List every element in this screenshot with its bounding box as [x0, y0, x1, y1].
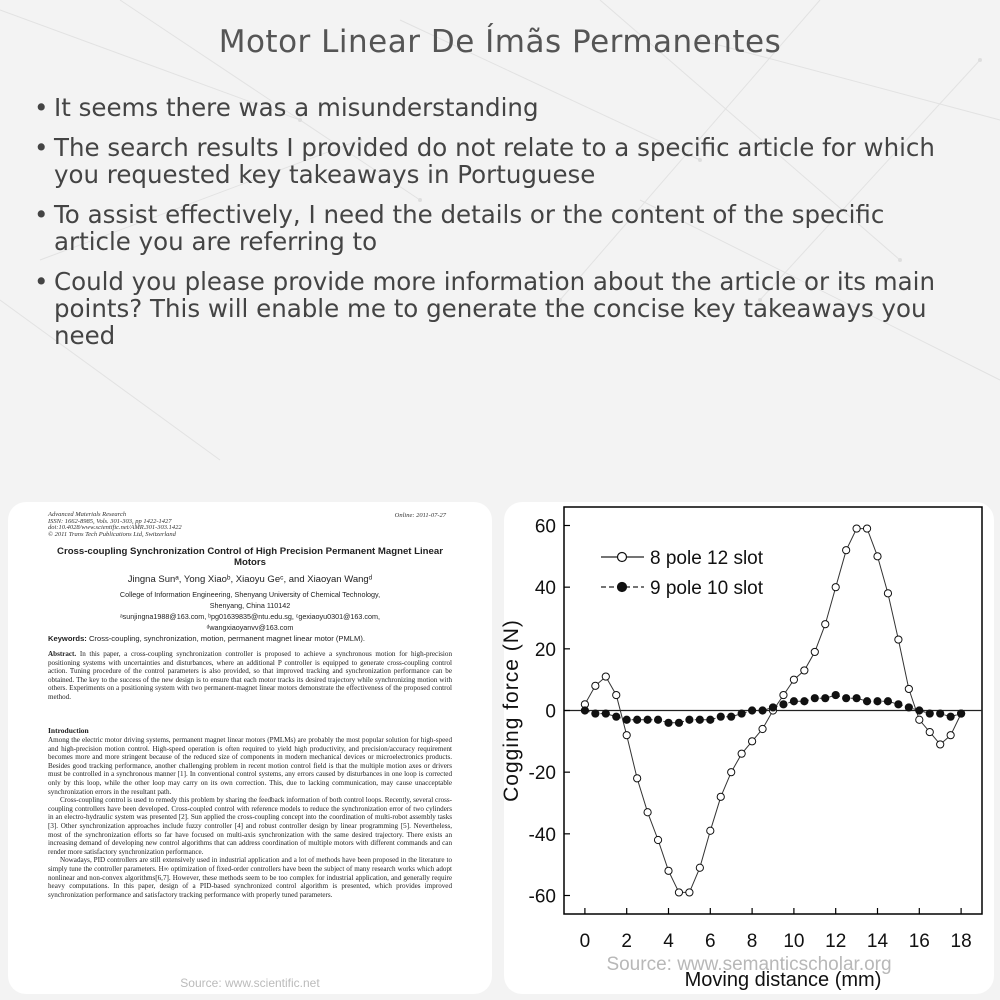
intro-heading: Introduction	[48, 726, 89, 735]
x-tick-label: 16	[908, 931, 930, 952]
data-point-8pole	[623, 732, 630, 739]
intro-paragraph: Cross-coupling control is used to remedy this problem by sharing the feedback information of both control loops. Recently, several cross-coupling controllers have been developed. Cross-coupled control with reference models to reduce the synchronization error of two cylinders in an electro-hydraulic system was presented [2]. Sun applied the cross-coupling concept into the coordination of multi-robot assembly tasks [3]. Other synchronization approaches include fuzzy controller [4] and robust controller design by linear programming [5]. Nevertheless, most of the synchronization efforts so far have focused on multi-axis synchronization with the same desired trajectory. There exists an increasing demand of developing new control algorithms that can address coordination of multiple motors with different commands and can render more satisfactory synchronization performance.	[48, 796, 452, 856]
data-point-8pole	[738, 750, 745, 757]
bullet-dot: •	[34, 200, 49, 229]
data-point-8pole	[884, 590, 891, 597]
x-tick-label: 2	[621, 931, 632, 952]
bullet-item	[32, 134, 962, 188]
x-tick-label: 4	[663, 931, 674, 952]
data-point-8pole	[602, 673, 609, 680]
data-point-9pole	[696, 716, 703, 723]
y-tick-label: -40	[528, 824, 556, 846]
paper-abstract	[48, 650, 452, 702]
y-tick-label: -60	[528, 886, 556, 908]
y-tick-label: 60	[534, 516, 556, 538]
data-point-9pole	[602, 710, 609, 717]
data-point-8pole	[801, 667, 808, 674]
journal-info	[48, 512, 182, 538]
data-point-8pole	[853, 525, 860, 532]
x-tick-label: 10	[783, 931, 805, 952]
data-point-9pole	[738, 710, 745, 717]
data-point-8pole	[822, 621, 829, 628]
bullet-text: To assist effectively, I need the details or the content of the specific article you are referring to	[54, 200, 885, 256]
data-point-9pole	[874, 698, 881, 705]
bullet-list	[32, 94, 962, 362]
bullet-item	[32, 94, 962, 121]
bullet-item	[32, 268, 962, 349]
data-point-9pole	[863, 698, 870, 705]
data-point-8pole	[717, 793, 724, 800]
x-tick-label: 18	[950, 931, 972, 952]
abstract-text: In this paper, a cross-coupling synchronization controller is proposed to achieve a synchronous motion for high-precision positioning systems with uncertainties and disturbances, where an additional P controller is equipped to generate cross-coupling control action. Tuning procedure of the control parameters is also provided, so that improved tracking and synchronization performance can be obtained. The key to the success of the new design is to ensure that each motor tracks its desired trajectory while synchronizing motion with others. Experiments on a positioning system with two permanent-magnet linear motors demonstrate the effectiveness of the proposed control method.	[48, 650, 452, 701]
data-point-8pole	[665, 867, 672, 874]
affiliation-line: ᵃsunjingna1988@163.com, ᵇpg01639835@ntu.edu.sg, ᶜgexiaoyu0301@163.com,	[119, 612, 380, 621]
data-point-8pole	[790, 676, 797, 683]
data-point-9pole	[937, 710, 944, 717]
y-tick-label: 20	[534, 639, 556, 661]
x-tick-label: 14	[866, 931, 889, 952]
affiliation-line: ᵈwangxiaoyanvv@163.com	[206, 623, 294, 632]
data-point-9pole	[905, 704, 912, 711]
legend-label: 8 pole 12 slot	[650, 548, 764, 569]
data-point-9pole	[623, 716, 630, 723]
data-point-9pole	[634, 716, 641, 723]
paper-image-card	[8, 502, 492, 994]
journal-line: ISSN: 1662-8985, Vols. 301-303, pp 1422-1427	[48, 517, 172, 525]
bullet-dot: •	[34, 133, 49, 162]
data-point-8pole	[843, 547, 850, 554]
y-axis-label: Cogging force (N)	[500, 619, 523, 802]
paper-source-caption: Source: www.scientific.net	[180, 976, 320, 990]
cogging-force-chart-card	[500, 502, 994, 994]
data-point-8pole	[707, 827, 714, 834]
data-point-8pole	[634, 775, 641, 782]
data-point-9pole	[749, 707, 756, 714]
data-point-8pole	[759, 725, 766, 732]
data-point-9pole	[822, 695, 829, 702]
data-point-8pole	[895, 636, 902, 643]
data-point-9pole	[947, 713, 954, 720]
bullet-text: The search results I provided do not relate to a specific article for which you requested key takeaways in Portuguese	[54, 133, 935, 189]
data-point-8pole	[780, 691, 787, 698]
data-point-9pole	[728, 713, 735, 720]
x-axis-label: Moving distance (mm)	[684, 969, 882, 991]
keywords-label: Keywords:	[48, 634, 87, 643]
data-point-8pole	[613, 691, 620, 698]
data-point-8pole	[874, 553, 881, 560]
keywords-text: Cross-coupling, synchronization, motion, permanent magnet linear motor (PMLM).	[88, 634, 365, 643]
x-tick-label: 8	[746, 931, 758, 952]
data-point-9pole	[811, 695, 818, 702]
intro-paragraph: Among the electric motor driving systems, permanent magnet linear motors (PMLMs) are probably the most popular solution for high-speed and high-precision motion control. High-speed operation is often required to yield high productivity, and precision/accuracy requirement becomes more and more stringent because of the reduced size of components in modern mechanical devices or microelectronics products. Besides good tracking performance, another challenging problem in recent motion control field is that the multiple motion axes or drivers must be controlled in a synchronous manner [1]. In conventional control systems, any errors caused by disturbances in one loop is corrected only by this loop, while the other loop may carry on its own correction. This, due to lacking communication, may cause unacceptable synchronization errors in the resultant path.	[48, 736, 452, 796]
data-point-8pole	[926, 728, 933, 735]
bullet-text: Could you please provide more information about the article or its main points? This will enable me to generate the concise key takeaways you need	[54, 267, 936, 350]
data-point-9pole	[644, 716, 651, 723]
bullet-text: It seems there was a misunderstanding	[54, 93, 539, 122]
data-point-8pole	[728, 769, 735, 776]
data-point-8pole	[832, 584, 839, 591]
data-point-8pole	[696, 864, 703, 871]
data-point-9pole	[780, 701, 787, 708]
data-point-8pole	[937, 741, 944, 748]
data-point-8pole	[749, 738, 756, 745]
data-point-9pole	[926, 710, 933, 717]
x-tick-label: 6	[705, 931, 716, 952]
x-tick-label: 12	[825, 931, 847, 952]
bullet-item	[32, 201, 962, 255]
data-point-9pole	[759, 707, 766, 714]
paper-authors: Jingna Sunᵃ, Yong Xiaoᵇ, Xiaoyu Geᶜ, and Xiaoyan Wangᵈ	[127, 574, 373, 585]
slide-title: Motor Linear De Ímãs Permanentes	[218, 24, 782, 60]
data-point-8pole	[811, 648, 818, 655]
data-point-9pole	[832, 691, 839, 698]
legend-marker	[618, 553, 627, 562]
data-point-8pole	[863, 525, 870, 532]
data-point-9pole	[581, 707, 588, 714]
data-point-9pole	[707, 716, 714, 723]
y-tick-label: 0	[545, 701, 556, 723]
data-point-9pole	[654, 716, 661, 723]
cogging-force-chart	[500, 502, 994, 994]
data-point-9pole	[613, 713, 620, 720]
data-point-9pole	[958, 710, 965, 717]
intro-body	[48, 736, 452, 899]
data-point-8pole	[675, 889, 682, 896]
chart-source-caption: Source: www.semanticscholar.org	[606, 954, 892, 975]
data-point-8pole	[592, 682, 599, 689]
data-point-8pole	[916, 716, 923, 723]
data-point-9pole	[843, 695, 850, 702]
data-point-8pole	[686, 889, 693, 896]
data-point-9pole	[801, 698, 808, 705]
x-tick-label: 0	[579, 931, 591, 952]
paper-title: Cross-coupling Synchronization Control of High Precision Permanent Magnet Linear Motors	[57, 546, 443, 568]
intro-paragraph: Nowadays, PID controllers are still extensively used in industrial application and a lot of methods have been proposed in the literature to simply tune the controller parameters. H∞ optimization of fixed-order controllers have been the subject of many research works which adopt nonlinear and non-convex algorithms[6,7]. However, these methods seem to be too complex for industrial application, and generally require heavy computations. In this paper, design of a PID-based synchronized control algorithm is presented, which provides improved synchronization performance and satisfactory tracking performance with properly tuned parameters.	[48, 856, 452, 899]
paper-affiliation	[48, 589, 452, 633]
paper-keywords	[48, 634, 452, 643]
abstract-label: Abstract.	[48, 650, 77, 658]
data-point-9pole	[686, 716, 693, 723]
bullet-dot: •	[34, 93, 49, 122]
affiliation-line: College of Information Engineering, Shenyang University of Chemical Technology,	[119, 590, 381, 599]
legend-label: 9 pole 10 slot	[650, 578, 764, 599]
affiliation-line: Shenyang, China 110142	[209, 601, 291, 610]
journal-line: Advanced Materials Research	[48, 511, 127, 518]
data-point-8pole	[905, 685, 912, 692]
legend-marker	[618, 583, 627, 592]
data-point-8pole	[654, 836, 661, 843]
data-point-9pole	[895, 701, 902, 708]
data-point-9pole	[884, 698, 891, 705]
data-point-9pole	[769, 704, 776, 711]
data-point-9pole	[916, 707, 923, 714]
bullet-dot: •	[34, 267, 49, 296]
data-point-8pole	[644, 809, 651, 816]
data-point-9pole	[675, 719, 682, 726]
data-point-9pole	[790, 698, 797, 705]
data-point-8pole	[947, 732, 954, 739]
journal-line: doi:10.4028/www.scientific.net/AMR.301-303.1422	[48, 524, 182, 531]
data-point-9pole	[665, 719, 672, 726]
data-point-9pole	[592, 710, 599, 717]
online-date: Online: 2011-07-27	[394, 512, 446, 519]
y-tick-label: -20	[528, 763, 556, 785]
data-point-9pole	[853, 695, 860, 702]
y-tick-label: 40	[534, 578, 556, 600]
data-point-9pole	[717, 713, 724, 720]
journal-line: © 2011 Trans Tech Publications Ltd, Switzerland	[48, 530, 176, 538]
